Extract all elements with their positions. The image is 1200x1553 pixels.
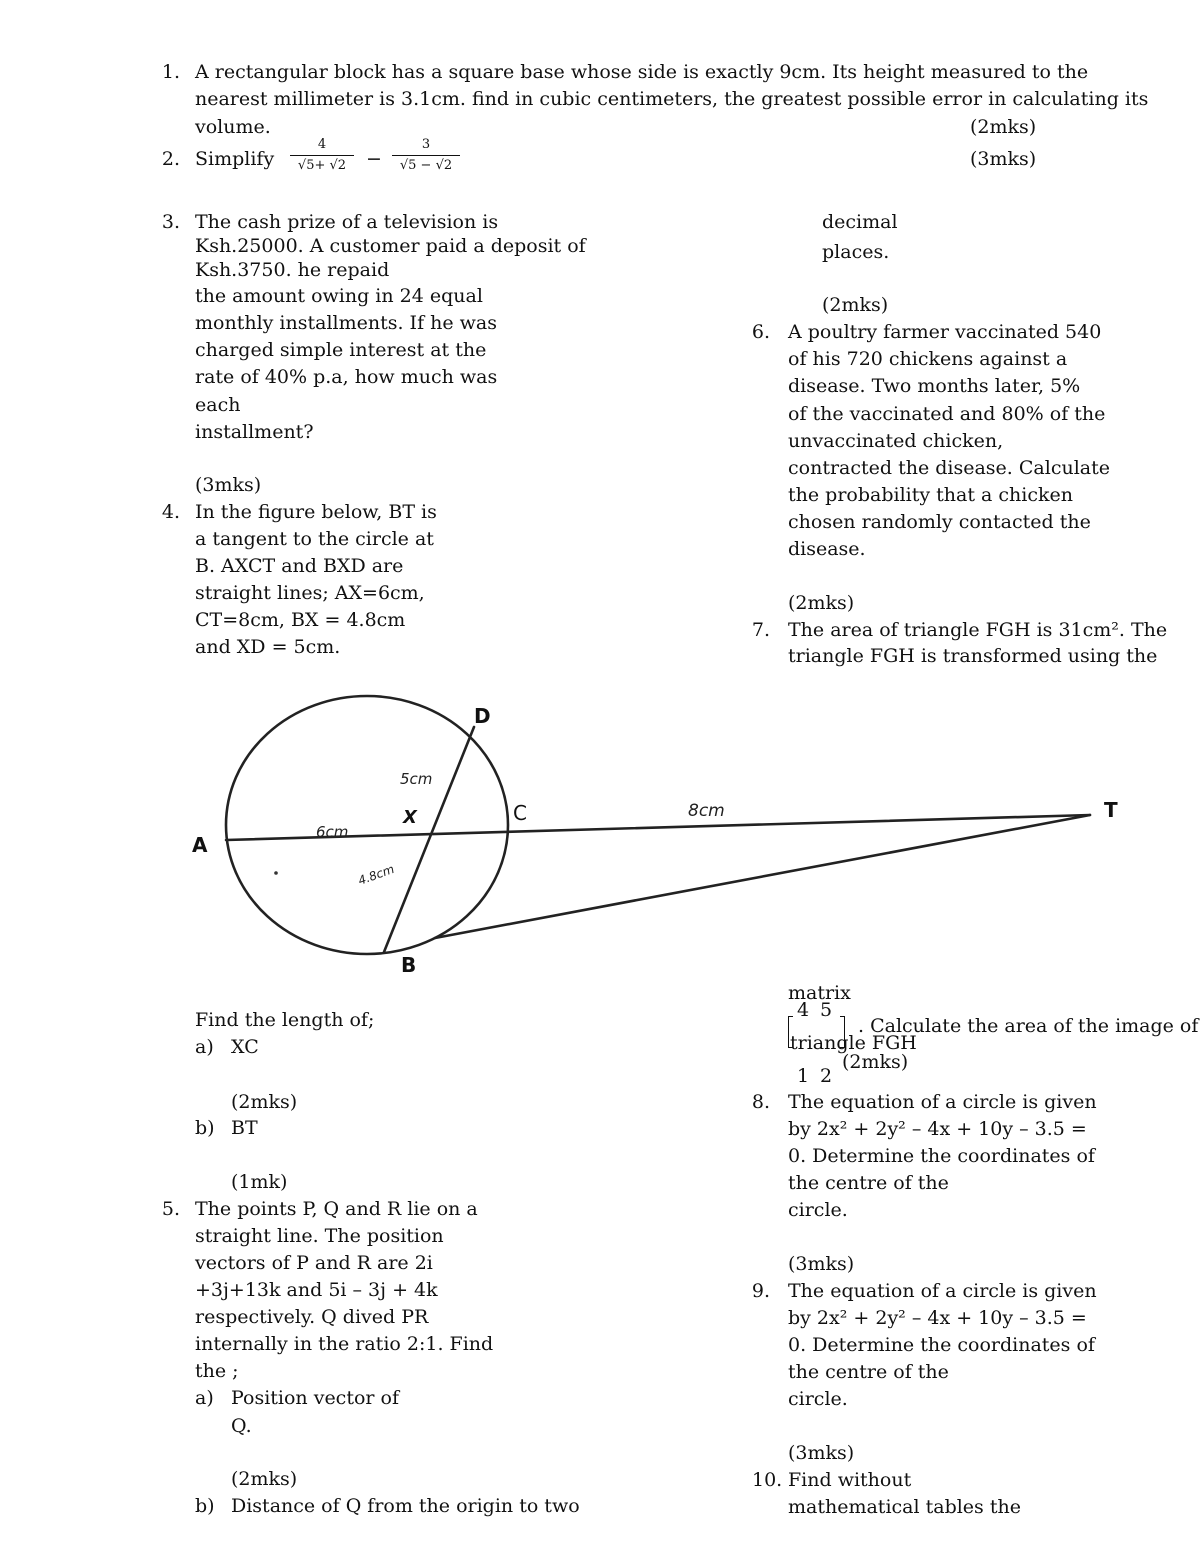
circle — [226, 696, 508, 954]
q1-line: A rectangular block has a square base whose side is exactly 9cm. Its height measured to the — [195, 61, 1089, 83]
length-xd-label: 5cm — [400, 770, 433, 788]
q4-part-b-text: BT — [231, 1117, 258, 1139]
q7-marks: (2mks) — [842, 1051, 909, 1073]
q3-line: monthly installments. If he was — [195, 312, 497, 334]
q4-part-a-label: a) — [195, 1036, 214, 1058]
q4-part-a-text: XC — [231, 1036, 259, 1058]
q5-cont-line: places. — [822, 241, 890, 263]
q6-line: disease. Two months later, 5% — [788, 375, 1081, 397]
q2-number: 2. — [161, 148, 180, 170]
chord-line-bxd — [384, 727, 474, 952]
q6-line: contracted the disease. Calculate — [788, 457, 1110, 479]
q10-line: Find without — [788, 1469, 912, 1491]
q5-number: 5. — [161, 1198, 180, 1220]
point-x-label: X — [403, 807, 417, 828]
length-ct-label: 8cm — [688, 801, 725, 821]
q2-marks: (3mks) — [970, 148, 1037, 170]
q3-line: each — [195, 394, 241, 416]
q2-fraction-1-numerator: 4 — [317, 137, 327, 152]
q6-line: the probability that a chicken — [788, 484, 1073, 506]
q5-line: respectively. Q dived PR — [195, 1306, 429, 1328]
q4-number: 4. — [161, 501, 180, 523]
q5-part-a-line: Position vector of — [231, 1387, 399, 1409]
q4-part-b-label: b) — [195, 1117, 215, 1139]
point-d-label: D — [474, 704, 491, 728]
tangent-line-bt — [435, 815, 1090, 938]
q7-matrix-word: matrix — [788, 982, 851, 1004]
q3-line: rate of 40% p.a, how much was — [195, 366, 498, 388]
q5-line: +3j+13k and 5i – 3j + 4k — [195, 1279, 438, 1301]
point-c-label: C — [513, 801, 527, 825]
q2-prefix: Simplify — [195, 148, 275, 170]
q6-line: chosen randomly contacted the — [788, 511, 1091, 533]
q3-line: charged simple interest at the — [195, 339, 487, 361]
q4-line: In the figure below, BT is — [195, 501, 437, 523]
q4-find: Find the length of; — [195, 1009, 375, 1031]
q3-line: the amount owing in 24 equal — [195, 285, 483, 307]
q1-number: 1. — [161, 61, 180, 83]
q7-line-1: The area of triangle FGH is 31cm². The — [788, 619, 1168, 641]
q5-part-b-text: Distance of Q from the origin to two — [231, 1495, 580, 1517]
center-dot — [274, 871, 278, 875]
q7-after-matrix: . Calculate the area of the image of — [858, 1015, 1199, 1037]
q7-line-2: triangle FGH is transformed using the — [788, 645, 1158, 667]
q7-matrix-m21: 1 — [797, 1065, 810, 1087]
q5-line: internally in the ratio 2:1. Find — [195, 1333, 494, 1355]
q5-line: the ; — [195, 1360, 239, 1382]
point-t-label: T — [1104, 798, 1118, 822]
q6-line: disease. — [788, 538, 866, 560]
q5-line: The points P, Q and R lie on a — [195, 1198, 478, 1220]
q7-matrix-m22: 2 — [820, 1065, 833, 1087]
secant-line-axct — [226, 815, 1090, 840]
q2-minus: − — [366, 148, 382, 170]
q8-line: circle. — [788, 1199, 848, 1221]
q5-part-b-label: b) — [195, 1495, 215, 1517]
q4-line: B. AXCT and BXD are — [195, 555, 404, 577]
q5-line: straight line. The position — [195, 1225, 444, 1247]
q10-number: 10. — [752, 1469, 783, 1491]
length-ax-label: 6cm — [316, 823, 349, 841]
q4-part-b-marks: (1mk) — [231, 1171, 288, 1193]
q9-marks: (3mks) — [788, 1442, 855, 1464]
q10-line: mathematical tables the — [788, 1496, 1021, 1518]
q9-line: 0. Determine the coordinates of — [788, 1334, 1095, 1356]
q8-line: the centre of the — [788, 1172, 949, 1194]
q4-line: and XD = 5cm. — [195, 636, 341, 658]
point-b-label: B — [401, 953, 417, 977]
q9-line: by 2x² + 2y² – 4x + 10y – 3.5 = — [788, 1307, 1087, 1329]
q3-line: installment? — [195, 421, 314, 443]
q2-fraction-2-numerator: 3 — [421, 137, 431, 152]
q1-line: nearest millimeter is 3.1cm. find in cubic centimeters, the greatest possible error in calculating its — [195, 88, 1149, 110]
q5-part-a-line: Q. — [231, 1415, 252, 1437]
q9-line: the centre of the — [788, 1361, 949, 1383]
q7-number: 7. — [751, 619, 770, 641]
q9-line: The equation of a circle is given — [788, 1280, 1097, 1302]
q8-line: by 2x² + 2y² – 4x + 10y – 3.5 = — [788, 1118, 1087, 1140]
q5-cont-marks: (2mks) — [822, 294, 889, 316]
q7-triangle-label: triangle FGH — [790, 1032, 917, 1054]
q6-line: of his 720 chickens against a — [788, 348, 1068, 370]
q2-fraction-2-denominator: √5 − √2 — [399, 158, 453, 173]
q1-line: volume. — [195, 116, 271, 138]
q9-number: 9. — [751, 1280, 770, 1302]
q6-line: A poultry farmer vaccinated 540 — [788, 321, 1102, 343]
q5-cont-line: decimal — [822, 211, 898, 233]
q6-line: unvaccinated chicken, — [788, 430, 1004, 452]
q8-line: 0. Determine the coordinates of — [788, 1145, 1095, 1167]
q8-number: 8. — [751, 1091, 770, 1113]
q3-line: The cash prize of a television is — [195, 211, 499, 233]
q9-line: circle. — [788, 1388, 848, 1410]
q3-line: Ksh.25000. A customer paid a deposit of — [195, 235, 586, 257]
q8-marks: (3mks) — [788, 1253, 855, 1275]
q4-line: CT=8cm, BX = 4.8cm — [195, 609, 406, 631]
q7-matrix-m12: 5 — [820, 999, 833, 1021]
q3-number: 3. — [161, 211, 180, 233]
q8-line: The equation of a circle is given — [788, 1091, 1097, 1113]
q7-matrix-m11: 4 — [797, 999, 810, 1021]
q6-number: 6. — [751, 321, 770, 343]
point-a-label: A — [192, 833, 208, 857]
q6-line: of the vaccinated and 80% of the — [788, 403, 1106, 425]
q4-part-a-marks: (2mks) — [231, 1091, 298, 1113]
q5-line: vectors of P and R are 2i — [195, 1252, 433, 1274]
q5-part-a-label: a) — [195, 1387, 214, 1409]
q6-marks: (2mks) — [788, 592, 855, 614]
q2-fraction-1-denominator: √5+ √2 — [297, 158, 347, 173]
q5-part-a-marks: (2mks) — [231, 1468, 298, 1490]
q4-line: a tangent to the circle at — [195, 528, 434, 550]
length-bx-label: 4.8cm — [356, 861, 397, 888]
q1-marks: (2mks) — [970, 116, 1037, 138]
q4-line: straight lines; AX=6cm, — [195, 582, 425, 604]
q3-marks: (3mks) — [195, 474, 262, 496]
q3-line: Ksh.3750. he repaid — [195, 259, 390, 281]
